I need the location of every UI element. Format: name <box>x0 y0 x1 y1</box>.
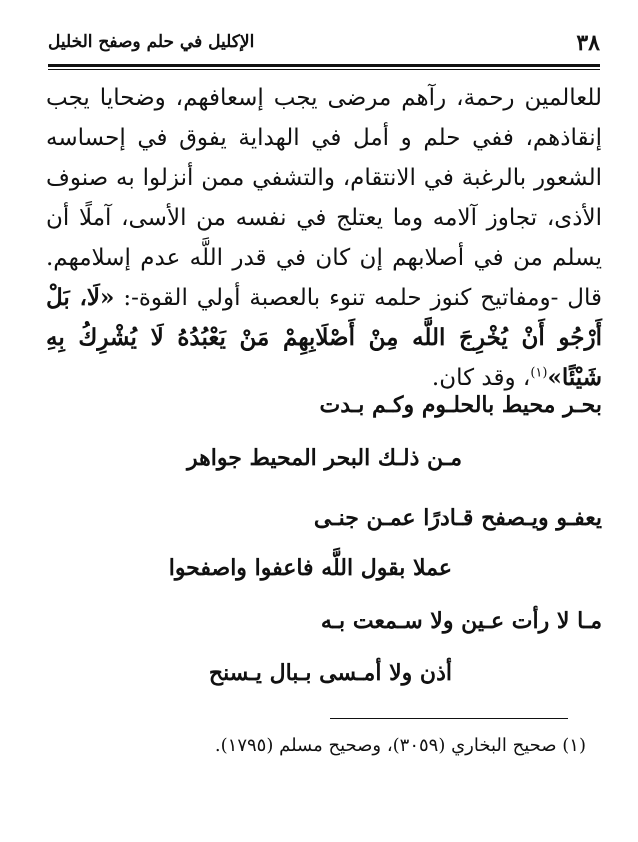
hadith-quote: «لَا، بَلْ أَرْجُو أَنْ يُخْرِجَ اللَّه مِنْ أَصْلَابِهِمْ مَنْ يَعْبُدُهُ لَا يُشْرِكُ بِهِ شَيْئًا» <box>46 284 602 391</box>
page-number: ٣٨ <box>576 30 600 56</box>
poem-line-6: أذن ولا أمـسى بـبال يـسنح <box>208 660 452 686</box>
header-rule <box>48 64 600 67</box>
running-title: الإكليل في حلم وصفح الخليل <box>48 32 255 52</box>
body-paragraph <box>46 78 602 398</box>
page-header <box>48 30 600 60</box>
poem-line-4: عملا بقول اللَّه فاعفوا واصفحوا <box>168 555 452 581</box>
footnote-separator <box>330 718 568 719</box>
paragraph-text: للعالمين رحمة، رآهم مرضى يجب إسعافهم، وضحايا يجب إنقاذهم، ففي حلم و أمل في الهداية يفوق في إحساسه الشعور بالرغبة في الانتقام، والتشفي ممن أنزلوا به صنوف الأذى، تجاوز آلامه وما يعتلج في نفسه من الأسى، آملًا أن يسلم من في أصلابهم إن كان في قدر اللَّه عدم إسلامهم. قال -ومفاتيح كنوز حلمه تنوء بالعصبة أولي القوة-: <box>46 85 603 311</box>
poem-line-1: بحـر محيط بالحلـوم وكـم بـدت <box>319 392 602 418</box>
footnote-reference[interactable]: (١) <box>530 365 548 381</box>
poem-line-2: مـن ذلـك البحر المحيط جواهر <box>187 445 462 471</box>
after-quote-text: ، وقد كان. <box>431 365 531 391</box>
footnote: (١) صحيح البخاري (٣٠٥٩)، وصحيح مسلم (١٧٩٥). <box>214 735 586 756</box>
poem-line-5: مـا لا رأت عـين ولا سـمعت بـه <box>320 608 602 634</box>
poem-line-3: يعفـو ويـصفح قـادرًا عمـن جنـى <box>313 505 602 531</box>
